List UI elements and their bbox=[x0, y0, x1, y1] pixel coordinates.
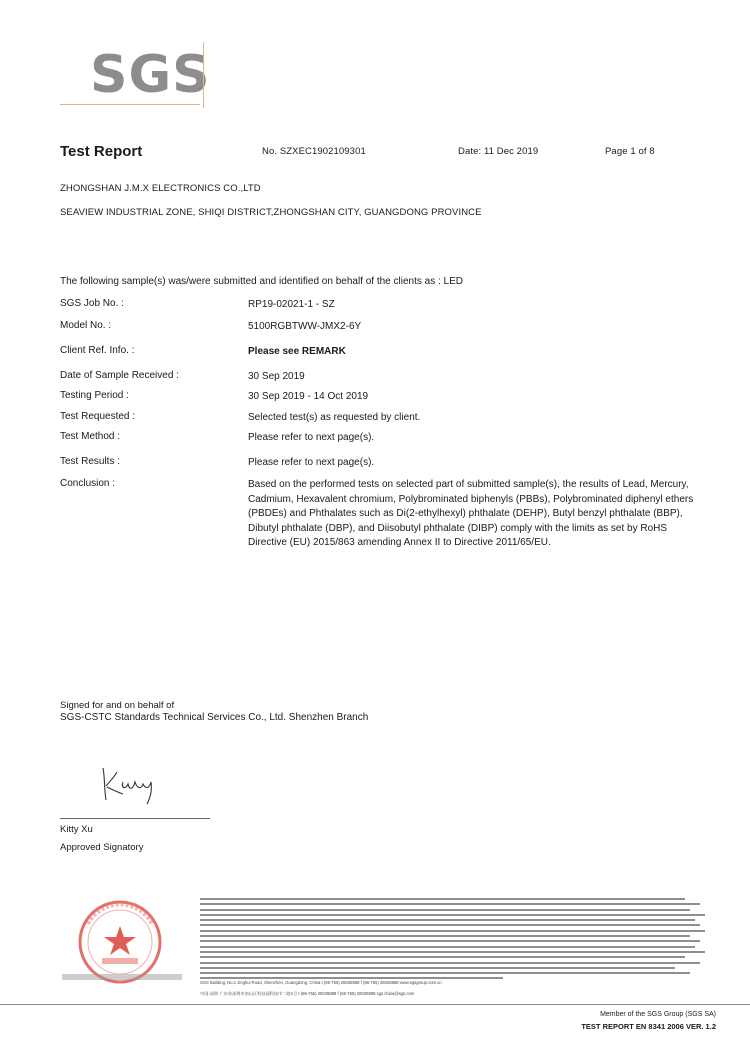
field-label: SGS Job No. : bbox=[60, 298, 124, 309]
field-label: Date of Sample Received : bbox=[60, 370, 179, 381]
report-date: Date: 11 Dec 2019 bbox=[458, 146, 539, 157]
field-label: Testing Period : bbox=[60, 390, 129, 401]
field-value: Selected test(s) as requested by client. bbox=[248, 412, 421, 423]
field-label: Model No. : bbox=[60, 320, 112, 331]
contact-line-english: SGS Building, No.1 Jinghui Road, Shenzhen, Guangdong, China t (86-755) 26028888 f (86-755) 26028888 www.sgsgroup.com.cn bbox=[200, 980, 442, 985]
signed-on-behalf: Signed for and on behalf of bbox=[60, 700, 175, 711]
company-seal-stamp bbox=[62, 898, 182, 986]
client-address: SEAVIEW INDUSTRIAL ZONE, SHIQI DISTRICT,ZHONGSHAN CITY, GUANGDONG PROVINCE bbox=[60, 207, 482, 218]
logo-underline bbox=[60, 104, 200, 105]
field-value: Please see REMARK bbox=[248, 346, 346, 357]
group-membership: Member of the SGS Group (SGS SA) bbox=[600, 1011, 716, 1018]
handwritten-signature bbox=[95, 760, 165, 805]
page-indicator: Page 1 of 8 bbox=[605, 146, 655, 157]
sample-intro: The following sample(s) was/were submitted and identified on behalf of the clients as : LED bbox=[60, 276, 463, 287]
signing-company: SGS-CSTC Standards Technical Services Co., Ltd. Shenzhen Branch bbox=[60, 712, 369, 723]
field-label: Test Results : bbox=[60, 456, 121, 467]
disclaimer-fine-print bbox=[200, 898, 705, 980]
field-value: RP19-02021-1 - SZ bbox=[248, 299, 335, 310]
field-label: Test Method : bbox=[60, 431, 121, 442]
field-label: Client Ref. Info. : bbox=[60, 345, 135, 356]
logo-text: SGS bbox=[90, 45, 211, 105]
field-value: Please refer to next page(s). bbox=[248, 457, 375, 468]
signatory-title: Approved Signatory bbox=[60, 842, 144, 853]
field-value: 30 Sep 2019 bbox=[248, 371, 305, 382]
report-number: No. SZXEC1902109301 bbox=[262, 146, 366, 157]
field-label: Conclusion : bbox=[60, 478, 116, 489]
field-value: Based on the performed tests on selected part of submitted sample(s), the results of Lead, Mercury, Cadmium, Hexavalent chromium, Polybrominated biphenyls (PBBs), Polybrominated diphenyl ethers (PBDEs) and Phthalates such as Di(2-ethylhexyl) phthalate (DEHP), Butyl benzyl phthalate (BBP), Dibutyl phthalate (DBP), and Diisobutyl phthalate (DIBP) comply with the limits as set by RoHS Directive (EU) 2015/863 amending Annex II to Directive 2011/65/EU. bbox=[248, 479, 694, 548]
field-label: Test Requested : bbox=[60, 411, 136, 422]
form-version: TEST REPORT EN 8341 2006 VER. 1.2 bbox=[581, 1022, 716, 1031]
contact-line-chinese: 中国·深圳·广东省深圳市南山区科技园科技中二路1号 t (86-755) 26028888 f (86-755) 26028888 sgs.china@sgs.com bbox=[200, 991, 415, 996]
signature-line bbox=[60, 818, 210, 819]
signatory-name: Kitty Xu bbox=[60, 824, 93, 835]
footer-divider bbox=[0, 1004, 750, 1005]
field-value: 5100RGBTWW-JMX2-6Y bbox=[248, 321, 362, 332]
client-name: ZHONGSHAN J.M.X ELECTRONICS CO.,LTD bbox=[60, 183, 261, 194]
field-value: 30 Sep 2019 - 14 Oct 2019 bbox=[248, 391, 369, 402]
report-title: Test Report bbox=[60, 143, 143, 160]
logo-vertical-rule bbox=[203, 42, 204, 108]
field-value: Please refer to next page(s). bbox=[248, 432, 375, 443]
sgs-logo bbox=[90, 44, 210, 106]
